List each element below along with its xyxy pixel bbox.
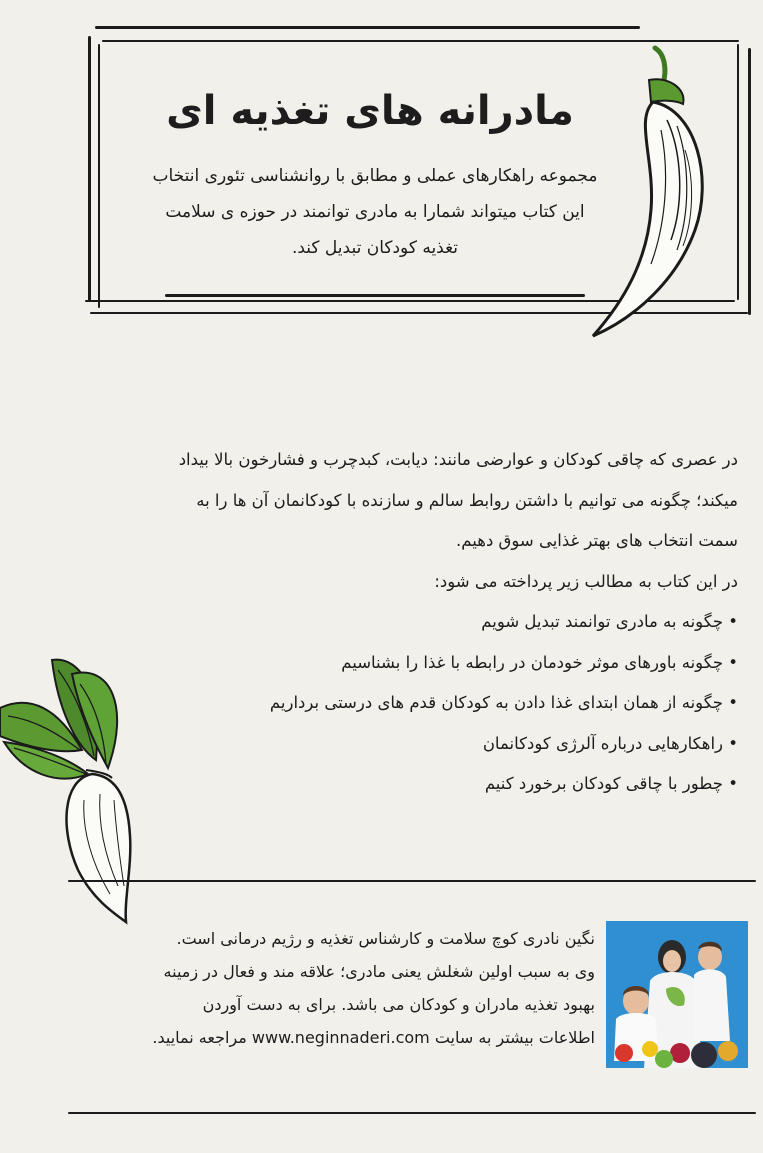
description-line: سمت انتخاب های بهتر غذایی سوق دهیم. bbox=[456, 531, 738, 550]
intro-text bbox=[115, 158, 635, 266]
author-bio bbox=[60, 922, 595, 1054]
topic-bullet: • چگونه باورهای موثر خودمان در رابطه با غذا را بشناسیم bbox=[96, 643, 738, 684]
intro-line: این کتاب میتواند شمارا به مادری توانمند در حوزه ی سلامت bbox=[165, 202, 585, 222]
intro-line: تغذیه کودکان تبدیل کند. bbox=[291, 238, 459, 258]
divider-bottom bbox=[68, 1112, 756, 1114]
divider-top bbox=[68, 880, 756, 882]
bio-line: اطلاعات بیشتر به سایت www.neginnaderi.com مراجعه نمایید. bbox=[152, 1028, 595, 1047]
bio-line: بهبود تغذیه مادران و کودکان می باشد. برای به دست آوردن bbox=[202, 995, 595, 1014]
description-line: در این کتاب به مطالب زیر پرداخته می شود: bbox=[434, 571, 738, 591]
author-with-children-photo bbox=[606, 921, 748, 1068]
radish-illustration bbox=[0, 650, 140, 925]
topic-bullet: • چگونه از همان ابتدای غذا دادن به کودکان قدم های درستی برداریم bbox=[96, 683, 738, 724]
bio-line: وی به سبب اولین شغلش یعنی مادری؛ علاقه مند و فعال در زمینه bbox=[163, 962, 595, 981]
topic-bullet: • چطور با چاقی کودکان برخورد کنیم bbox=[96, 764, 738, 805]
book-title: مادرانه های تغذیه ای bbox=[166, 88, 574, 134]
topic-bullet: • راهکارهایی درباره آلرژی کودکانمان bbox=[96, 724, 738, 765]
topic-bullet: • چگونه به مادری توانمند تبدیل شویم bbox=[96, 602, 738, 643]
bio-line: نگین نادری کوچ سلامت و کارشناس تغذیه و رژیم درمانی است. bbox=[176, 929, 595, 948]
description-line: در عصری که چاقی کودکان و عوارضی مانند: دیابت، کبدچرب و فشارخون بالا بیداد bbox=[178, 450, 738, 469]
description-line: میکند؛ چگونه می توانیم با داشتن روابط سالم و سازنده با کودکانمان آن ها را به bbox=[196, 490, 738, 510]
intro-line: مجموعه راهکارهای عملی و مطابق با روانشناسی تئوری انتخاب bbox=[152, 166, 598, 186]
description-block bbox=[96, 440, 738, 805]
